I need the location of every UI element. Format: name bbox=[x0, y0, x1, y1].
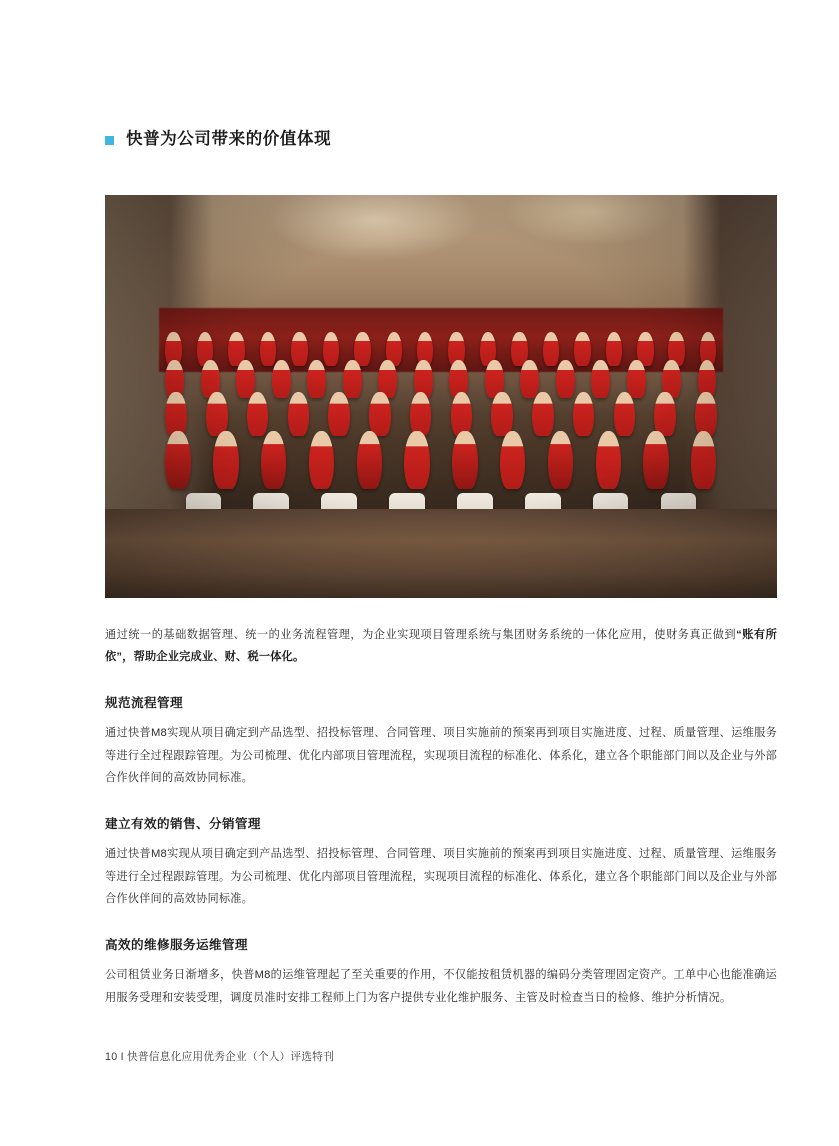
lead-paragraph bbox=[105, 624, 777, 669]
subsection-title-2: 建立有效的销售、分销管理 bbox=[105, 816, 261, 831]
lead-text-normal: 通过统一的基础数据管理、统一的业务流程管理，为企业实现项目管理系统与集团财务系统的一体化应用，使财务真正做到 bbox=[105, 629, 737, 641]
subsection-title-1: 规范流程管理 bbox=[105, 695, 183, 710]
team-photo-image bbox=[105, 195, 777, 598]
photo-vignette bbox=[105, 195, 777, 598]
lead-text-bold: “账有所依”，帮助企业完成业、财、税一体化。 bbox=[105, 629, 777, 664]
page-title bbox=[105, 128, 777, 152]
team-photo bbox=[105, 195, 777, 598]
square-bullet-icon bbox=[105, 136, 114, 145]
page-content bbox=[105, 128, 777, 1009]
subsection-body-3: 公司租赁业务日渐增多，快普M8的运维管理起了至关重要的作用，不仅能按租赁机器的编码分类管理固定资产。工单中心也能准确运用服务受理和安装受理，调度员准时安排工程师上门为客户提供专业化维护服务、主管及时检查当日的检修、维护分析情况。 bbox=[105, 969, 777, 1004]
subsection-title-3: 高效的维修服务运维管理 bbox=[105, 937, 248, 952]
subsection-body-1: 通过快普M8实现从项目确定到产品选型、招投标管理、合同管理、项目实施前的预案再到项目实施进度、过程、质量管理、运维服务等进行全过程跟踪管理。为公司梳理、优化内部项目管理流程，实现项目流程的标准化、体系化，建立各个职能部门间以及企业与外部合作伙伴间的高效协同标准。 bbox=[105, 727, 777, 785]
subsection-body-2: 通过快普M8实现从项目确定到产品选型、招投标管理、合同管理、项目实施前的预案再到项目实施进度、过程、质量管理、运维服务等进行全过程跟踪管理。为公司梳理、优化内部项目管理流程，实现项目流程的标准化、体系化，建立各个职能部门间以及企业与外部合作伙伴间的高效协同标准。 bbox=[105, 848, 777, 906]
page-title-text: 快普为公司带来的价值体现 bbox=[126, 130, 332, 149]
page-footer: 10 I 快普信息化应用优秀企业（个人）评选特刊 bbox=[105, 1051, 335, 1063]
